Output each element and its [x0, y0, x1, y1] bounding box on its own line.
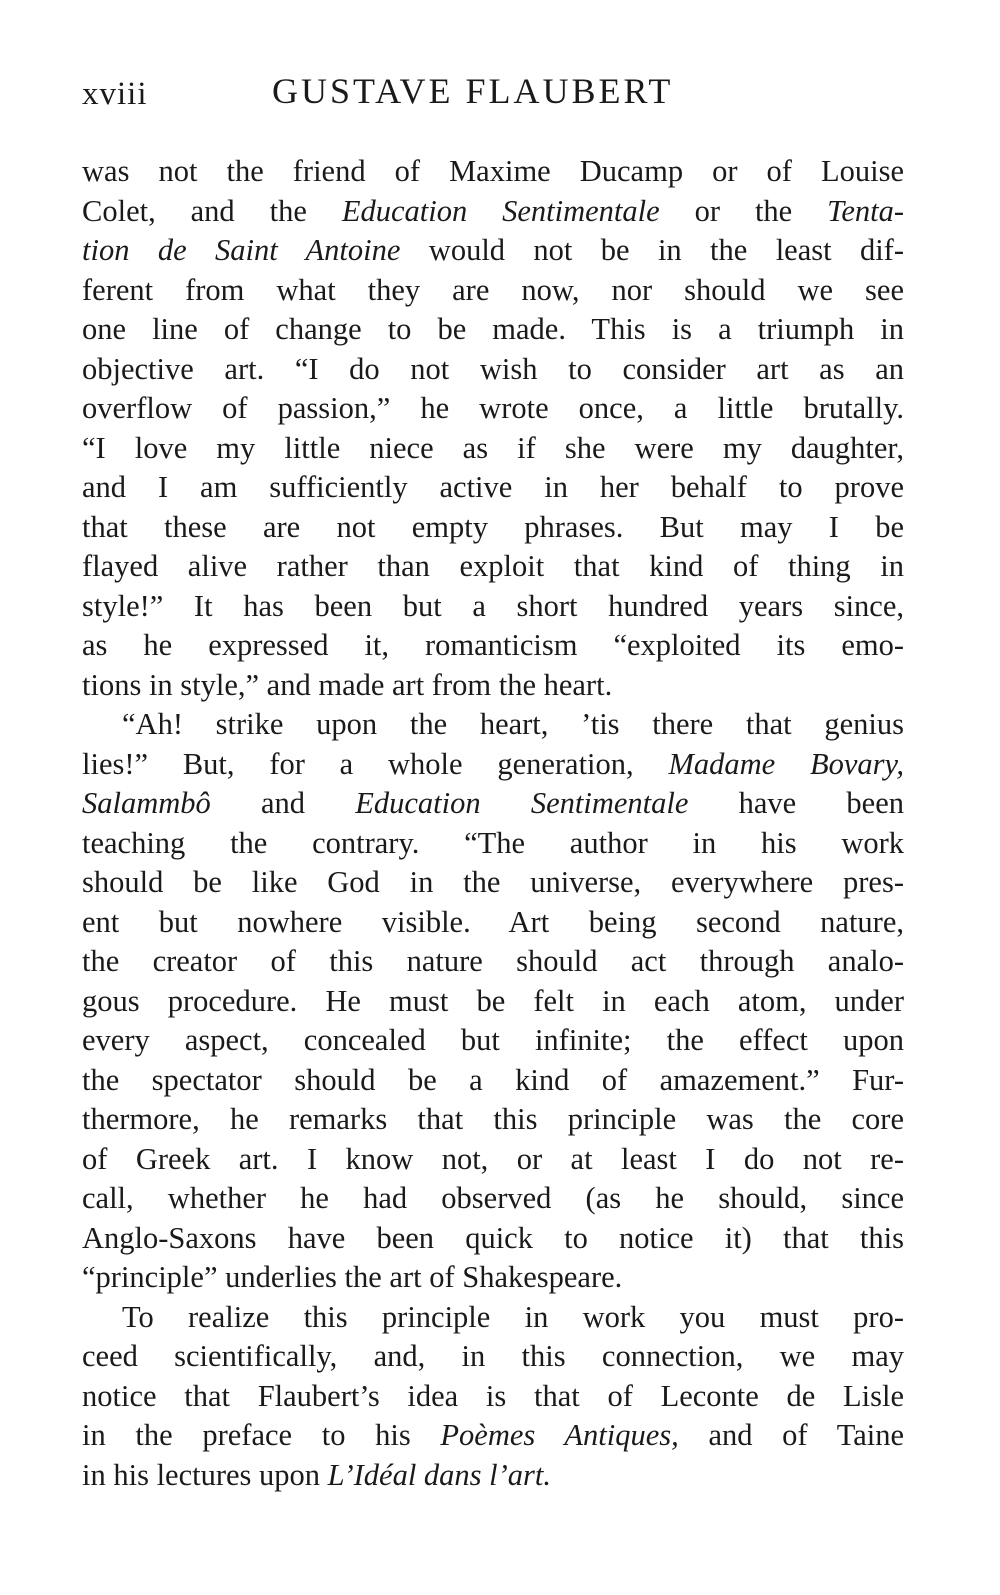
text-run: and: [210, 786, 356, 820]
text-line: [82, 468, 904, 508]
text-line: [82, 152, 904, 192]
body-text: [82, 152, 904, 1495]
text-line: [82, 942, 904, 982]
text-line: [82, 1377, 904, 1417]
text-line: [82, 587, 904, 627]
text-run: the creator of this nature should act through analo-: [82, 944, 904, 978]
text-run: To realize this principle in work you must pro-: [122, 1299, 904, 1334]
text-run: ceed scientifically, and, in this connection, we may: [82, 1339, 904, 1373]
text-line: [82, 784, 904, 824]
text-run: as he expressed it, romanticism “exploited its emo-: [82, 628, 904, 662]
text-run: the spectator should be a kind of amazement.” Fur-: [82, 1062, 904, 1097]
paragraph: [82, 152, 904, 705]
text-line: [82, 429, 904, 469]
text-run: flayed alive rather than exploit that kind of thing in: [82, 549, 904, 583]
text-run: call, whether he had observed (as he should, since: [82, 1181, 904, 1215]
text-line: [82, 547, 904, 587]
text-run: have been: [688, 786, 904, 820]
paragraph: [82, 1298, 904, 1496]
text-run: teaching the contrary. “The author in his work: [82, 825, 904, 860]
text-run: or the: [659, 193, 828, 228]
italic-title: Salammbô: [82, 786, 211, 820]
text-line: [82, 1416, 904, 1456]
text-line: [82, 310, 904, 350]
paragraph: [82, 705, 904, 1298]
text-run: ferent from what they are now, nor should we see: [82, 272, 904, 307]
running-header: [82, 70, 912, 120]
text-run: every aspect, concealed but infinite; the effect upon: [82, 1023, 904, 1057]
italic-title: Poèmes Antiques,: [440, 1418, 679, 1452]
italic-title: tion de Saint Antoine: [82, 233, 401, 267]
text-line: [82, 626, 904, 666]
text-run: “Ah! strike upon the heart, ’tis there that genius: [122, 707, 904, 741]
text-run: style!” It has been but a short hundred years since,: [82, 588, 904, 623]
text-line: [82, 982, 904, 1022]
page-number: xviii: [82, 76, 148, 112]
text-line: [82, 1140, 904, 1180]
text-run: thermore, he remarks that this principle was the core: [82, 1102, 904, 1136]
text-run: was not the friend of Maxime Ducamp or of Louise: [82, 154, 904, 188]
text-run: and I am sufficiently active in her behalf to prove: [82, 470, 904, 504]
text-run: one line of change to be made. This is a triumph in: [82, 312, 904, 346]
text-line: [82, 745, 904, 785]
italic-title: L’Idéal dans l’art.: [327, 1457, 552, 1492]
text-run: Anglo-Saxons have been quick to notice it) that this: [82, 1220, 904, 1255]
text-line: [82, 1258, 904, 1298]
text-line: [82, 231, 904, 271]
text-run: Colet, and the: [82, 193, 342, 228]
italic-title: Education Sentimentale: [355, 786, 689, 820]
italic-title: Tenta-: [827, 193, 904, 228]
text-run: notice that Flaubert’s idea is that of Leconte de Lisle: [82, 1378, 904, 1413]
text-line: [82, 824, 904, 864]
text-run: ent but nowhere visible. Art being second nature,: [82, 904, 904, 939]
text-line: [82, 666, 904, 706]
italic-title: Education Sentimentale: [341, 193, 660, 228]
text-run: in his lectures upon: [82, 1457, 328, 1492]
text-line: [82, 1179, 904, 1219]
text-line: [82, 1298, 904, 1338]
text-line: [82, 1337, 904, 1377]
text-run: “principle” underlies the art of Shakespeare.: [82, 1260, 623, 1294]
italic-title: Madame Bovary,: [668, 746, 904, 781]
text-line: [82, 389, 904, 429]
text-run: overflow of passion,” he wrote once, a little brutally.: [82, 391, 904, 425]
text-line: [82, 271, 904, 311]
text-line: [82, 705, 904, 745]
text-run: objective art. “I do not wish to consider art as an: [82, 351, 904, 386]
running-title: GUSTAVE FLAUBERT: [272, 71, 674, 111]
text-run: should be like God in the universe, everywhere pres-: [82, 865, 904, 899]
text-line: [82, 1100, 904, 1140]
text-line: [82, 508, 904, 548]
text-run: of Greek art. I know not, or at least I do not re-: [82, 1141, 904, 1176]
text-run: lies!” But, for a whole generation,: [82, 746, 669, 781]
text-line: [82, 1219, 904, 1259]
text-line: [82, 863, 904, 903]
text-line: [82, 350, 904, 390]
text-line: [82, 192, 904, 232]
text-run: and of Taine: [678, 1418, 904, 1452]
text-line: [82, 1456, 904, 1496]
text-line: [82, 1021, 904, 1061]
text-run: that these are not empty phrases. But may I be: [82, 509, 904, 544]
text-run: would not be in the least dif-: [400, 233, 905, 267]
text-run: in the preface to his: [82, 1418, 441, 1452]
text-run: tions in style,” and made art from the heart.: [82, 667, 613, 702]
text-line: [82, 903, 904, 943]
text-run: “I love my little niece as if she were my daughter,: [82, 430, 904, 465]
text-line: [82, 1061, 904, 1101]
text-run: gous procedure. He must be felt in each atom, under: [82, 983, 904, 1018]
